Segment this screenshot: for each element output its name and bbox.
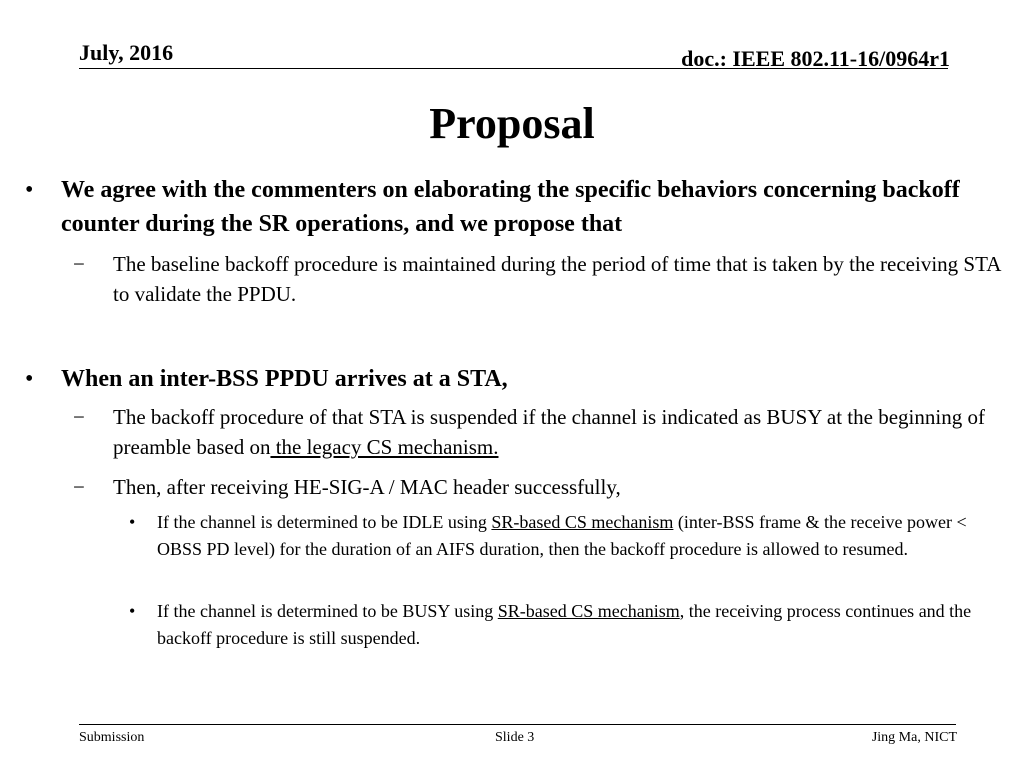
dash-icon: −: [73, 475, 85, 499]
sub-bullet-baseline: [73, 249, 1013, 309]
bullet-icon: •: [25, 177, 34, 203]
sub-bullet-then-text: Then, after receiving HE-SIG-A / MAC header successfully,: [113, 475, 621, 499]
subsub-bullet-idle-post: (inter-BSS frame & the receive power < OBSS PD level) for the duration of an AIFS duration, then the backoff procedure is allowed to resumed.: [157, 512, 967, 559]
dash-icon: −: [73, 252, 85, 276]
footer-submission: Submission: [79, 730, 145, 745]
subsub-bullet-idle: [129, 509, 1007, 563]
bullet-agree: [25, 173, 991, 241]
bullet-inter-bss-text: When an inter-BSS PPDU arrives at a STA,: [61, 366, 508, 392]
header-document-id: doc.: IEEE 802.11-16/0964r1: [681, 46, 950, 71]
footer-divider: [79, 724, 956, 725]
subsub-bullet-idle-pre: If the channel is determined to be IDLE using: [157, 512, 492, 532]
subsub-bullet-busy-post: , the receiving process continues and the backoff procedure is still suspended.: [157, 601, 972, 648]
header-date: July, 2016: [79, 40, 174, 65]
bullet-agree-text: We agree with the commenters on elaborating the specific behaviors concerning backoff counter during the SR operations, and we propose that: [61, 177, 960, 237]
legacy-cs-mechanism-link[interactable]: the legacy CS mechanism.: [270, 435, 499, 459]
dash-icon: −: [73, 405, 85, 429]
sr-based-cs-mechanism-link[interactable]: SR-based CS mechanism: [491, 512, 674, 532]
footer-slide-number: Slide 3: [495, 730, 535, 745]
sub-bullet-baseline-text: The baseline backoff procedure is maintained during the period of time that is taken by the receiving STA to validate the PPDU.: [113, 252, 1001, 306]
bullet-icon: •: [129, 601, 136, 621]
subsub-bullet-busy: [129, 598, 1007, 652]
bullet-inter-bss: [25, 362, 991, 396]
sub-bullet-suspended-text: The backoff procedure of that STA is suspended if the channel is indicated as BUSY at the beginning of preamble based on: [113, 405, 985, 459]
subsub-bullet-busy-pre: If the channel is determined to be BUSY using: [157, 601, 498, 621]
footer-author: Jing Ma, NICT: [871, 730, 957, 745]
bullet-icon: •: [129, 512, 136, 532]
bullet-icon: •: [25, 366, 34, 392]
slide-title: Proposal: [429, 99, 595, 148]
sub-bullet-then: [73, 472, 1013, 502]
sr-based-cs-mechanism-link[interactable]: SR-based CS mechanism: [497, 601, 680, 621]
sub-bullet-suspended: [73, 402, 1013, 462]
